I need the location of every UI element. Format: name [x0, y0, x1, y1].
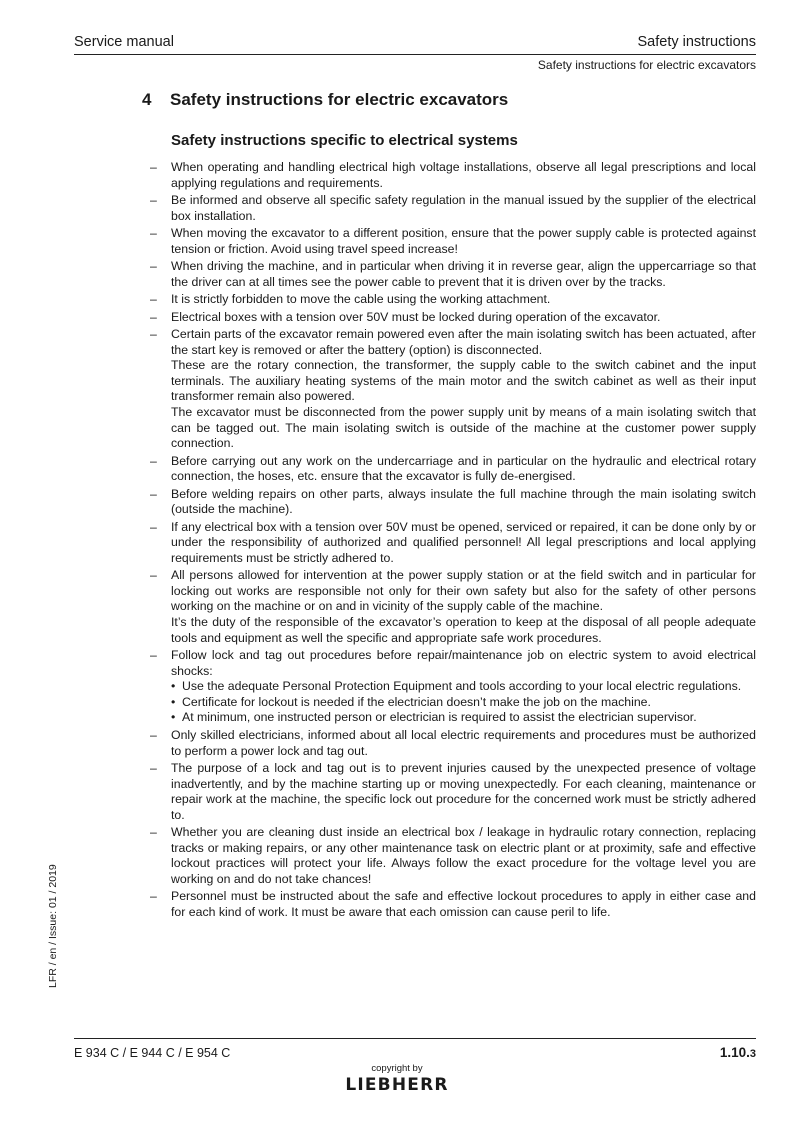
list-item: – Before carrying out any work on the undercarriage and in particular on the hydraulic and electrical rotary connection, the hoses, etc. ensure that the excavator is fully de-energised.: [171, 454, 756, 485]
chapter-heading: [142, 90, 508, 110]
list-item: – When operating and handling electrical high voltage installations, observe all legal prescriptions and local applying regulations and requirements.: [171, 160, 756, 191]
sub-bullet-item: • Certificate for lockout is needed if the electrician doesn’t make the job on the machine.: [171, 695, 756, 711]
sub-bullet-item: • At minimum, one instructed person or electrician is required to assist the electrician supervisor.: [171, 710, 756, 726]
list-item-paragraph: It’s the duty of the responsible of the excavator’s operation to keep at the disposal of all people adequate tools and equipment as well the specific and appropriate safe work procedures.: [171, 615, 756, 645]
list-item: – Electrical boxes with a tension over 50V must be locked during operation of the excavator.: [171, 310, 756, 326]
safety-instructions-list: [171, 160, 756, 922]
list-item-text: – Certain parts of the excavator remain powered even after the main isolating switch has been actuated, after the start key is removed or after the battery (option) is disconnected.: [171, 327, 756, 357]
list-item-text: – Follow lock and tag out procedures before repair/maintenance job on electric system to avoid electrical shocks:: [171, 648, 756, 678]
header-subtitle: Safety instructions for electric excavators: [537, 58, 756, 72]
chapter-title: Safety instructions for electric excavators: [170, 90, 509, 109]
page-number-main: 1.10.: [719, 1045, 750, 1060]
header-rule: [74, 54, 756, 55]
list-item: – It is strictly forbidden to move the cable using the working attachment.: [171, 292, 756, 308]
header-manual-label: Service manual: [74, 34, 174, 50]
page-header: [74, 34, 756, 72]
list-item-paragraph: These are the rotary connection, the transformer, the supply cable to the switch cabinet and the input terminals. The auxiliary heating systems of the main motor and the switch cabinet as well as their input transformer remain also powered.: [171, 358, 756, 404]
page-number: [720, 1045, 756, 1060]
list-item: [171, 648, 756, 726]
sub-bullet-list: [171, 679, 756, 726]
footer-models: E 934 C / E 944 C / E 954 C: [74, 1046, 231, 1060]
list-item-paragraph: The excavator must be disconnected from the power supply unit by means of a main isolating switch that can be tagged out. The main isolating switch is outside of the machine at the customer power supply connection.: [171, 404, 756, 451]
header-section-label: Safety instructions: [637, 34, 756, 50]
liebherr-logo: LIEBHERR: [345, 1075, 449, 1095]
list-item: – Whether you are cleaning dust inside an electrical box / leakage in hydraulic rotary connection, replacing tracks or making repairs, or any other maintenance task on electric plant or at proximity, safe and effective lockout practices will protect your life. Always follow the exact procedure for the voltage level you are working on and do not take chances!: [171, 825, 756, 887]
list-item: – Only skilled electricians, informed about all local electric requirements and procedures must be authorized to perform a power lock and tag out.: [171, 728, 756, 759]
list-item: – If any electrical box with a tension over 50V must be opened, serviced or repaired, it can be done only by or under the responsibility of authorized and qualified personnel! All legal prescriptions and local applying requirements must be strictly adhered to.: [171, 520, 756, 567]
issue-side-note: LFR / en / Issue: 01 / 2019: [47, 864, 59, 988]
list-item: – When moving the excavator to a different position, ensure that the power supply cable is protected against tension or friction. Avoid using travel speed increase!: [171, 226, 756, 257]
list-item: [171, 568, 756, 646]
copyright-label: copyright by: [371, 1063, 423, 1074]
list-item: – Be informed and observe all specific safety regulation in the manual issued by the supplier of the electrical box installation.: [171, 193, 756, 224]
chapter-number: 4: [142, 90, 152, 109]
page-number-sub: 3: [749, 1048, 756, 1060]
list-item: – Personnel must be instructed about the safe and effective lockout procedures to apply in either case and for each kind of work. It must be aware that each omission can cause peril to life.: [171, 889, 756, 920]
list-item: – The purpose of a lock and tag out is to prevent injuries caused by the unexpected presence of voltage inadvertently, and by the machine starting up or moving unexpectedly. For each cleaning, maintenance or repair work at the machine, the specific lock out procedure for the concerned work must be strictly adhered to.: [171, 761, 756, 823]
sub-bullet-item: • Use the adequate Personal Protection Equipment and tools according to your local electric regulations.: [171, 679, 756, 695]
list-item-text: – All persons allowed for intervention at the power supply station or at the field switch and in particular for locking out works are responsible not only for their own safety but also for the safety of other persons working on the machine or on and in vicinity of the supply cable of the machine.: [171, 568, 756, 614]
page-footer: [74, 1038, 756, 1060]
footer-rule: [74, 1038, 756, 1039]
section-title: Safety instructions specific to electrical systems: [171, 132, 518, 149]
list-item: – Before welding repairs on other parts, always insulate the full machine through the main isolating switch (outside the machine).: [171, 487, 756, 518]
list-item: [171, 327, 756, 452]
list-item: – When driving the machine, and in particular when driving it in reverse gear, align the uppercarriage so that the driver can at all times see the power cable to prevent that it is driven over by the tracks.: [171, 259, 756, 290]
